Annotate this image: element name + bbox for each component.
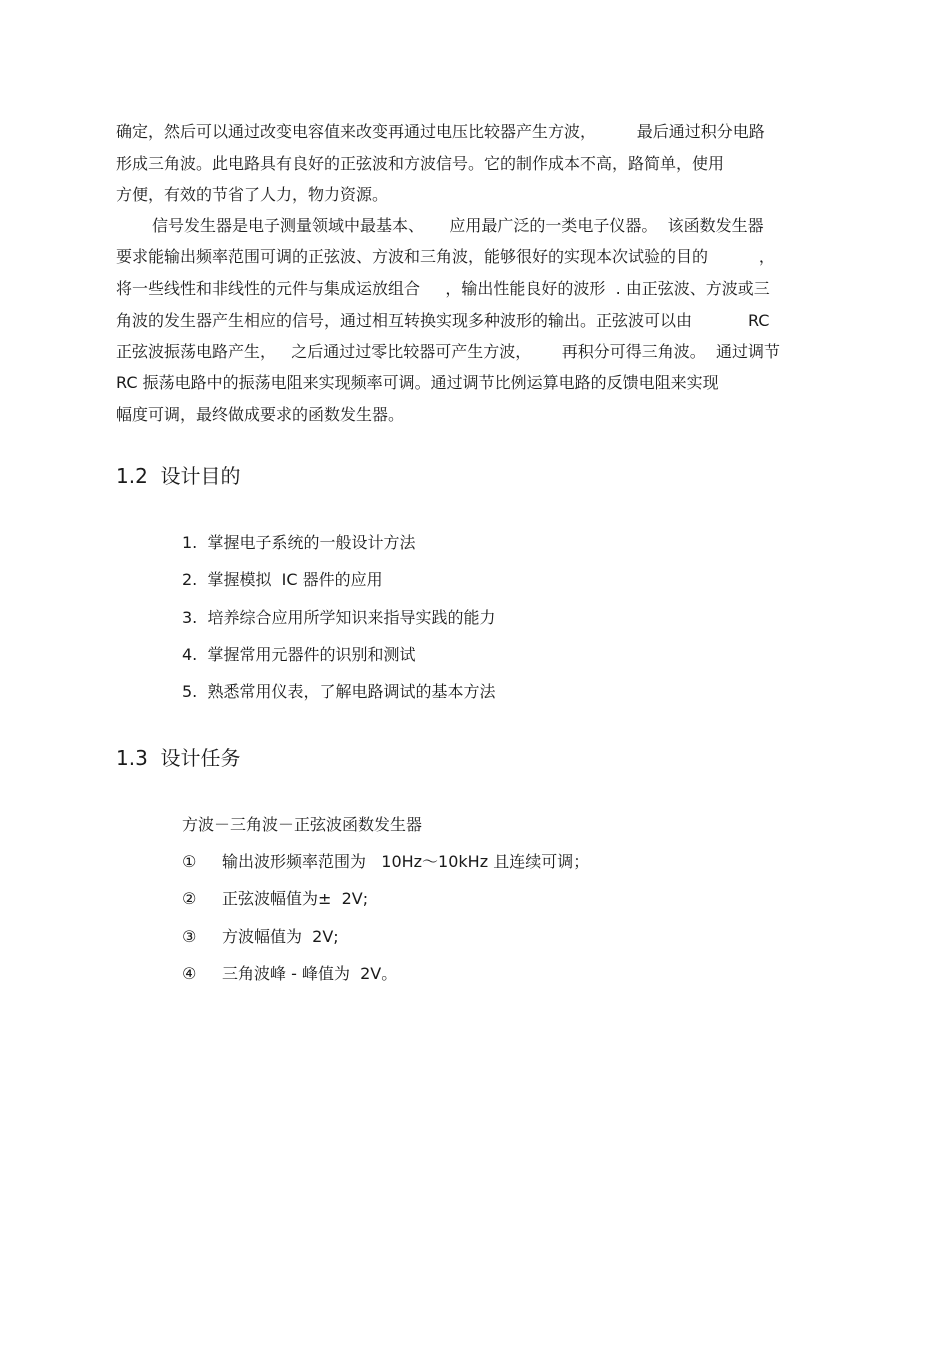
section-1-3-heading: 1.3 设计任务 <box>116 746 241 770</box>
task-item-3: 方波幅值为 2V; <box>222 927 339 946</box>
task-item-4: 三角波峰 - 峰值为 2V。 <box>222 964 398 983</box>
goal-item-5: 5. 熟悉常用仪表，了解电路调试的基本方法 <box>182 682 496 701</box>
task-marker-3: ③ <box>182 927 197 946</box>
para2-line-4: 角波的发生器产生相应的信号，通过相互转换实现多种波形的输出。正弦波可以由 RC <box>116 311 770 330</box>
intro-line-3: 方便，有效的节省了人力，物力资源。 <box>116 185 389 204</box>
goal-item-4: 4. 掌握常用元器件的识别和测试 <box>182 645 416 664</box>
intro-line-1: 确定，然后可以通过改变电容值来改变再通过电压比较器产生方波， 最后通过积分电路 <box>116 122 765 141</box>
task-marker-2: ② <box>182 889 197 908</box>
task-item-2: 正弦波幅值为± 2V; <box>222 889 369 908</box>
para2-line-5: 正弦波振荡电路产生， 之后通过过零比较器可产生方波， 再积分可得三角波。 通过调节 <box>116 342 780 361</box>
task-marker-4: ④ <box>182 964 197 983</box>
task-marker-1: ① <box>182 852 197 871</box>
para2-line-2: 要求能输出频率范围可调的正弦波、方波和三角波，能够很好的实现本次试验的目的 ， <box>116 247 775 266</box>
para2-line-7: 幅度可调，最终做成要求的函数发生器。 <box>116 405 405 424</box>
goal-item-1: 1. 掌握电子系统的一般设计方法 <box>182 533 416 552</box>
task-item-1: 输出波形频率范围为 10Hz～10kHz 且连续可调； <box>222 852 590 871</box>
task-subtitle: 方波－三角波－正弦波函数发生器 <box>182 815 423 834</box>
para2-line-6: RC 振荡电路中的振荡电阻来实现频率可调。通过调节比例运算电路的反馈电阻来实现 <box>116 373 719 392</box>
intro-line-2: 形成三角波。此电路具有良好的正弦波和方波信号。它的制作成本不高，路简单，使用 <box>116 154 725 173</box>
section-1-2-heading: 1.2 设计目的 <box>116 464 241 488</box>
goal-item-3: 3. 培养综合应用所学知识来指导实践的能力 <box>182 608 496 627</box>
para2-line-3: 将一些线性和非线性的元件与集成运放组合 ，输出性能良好的波形 . 由正弦波、方波或三 <box>116 279 770 298</box>
para2-line-1: 信号发生器是电子测量领域中最基本、 应用最广泛的一类电子仪器。 该函数发生器 <box>152 216 764 235</box>
goal-item-2: 2. 掌握模拟 IC 器件的应用 <box>182 570 383 589</box>
